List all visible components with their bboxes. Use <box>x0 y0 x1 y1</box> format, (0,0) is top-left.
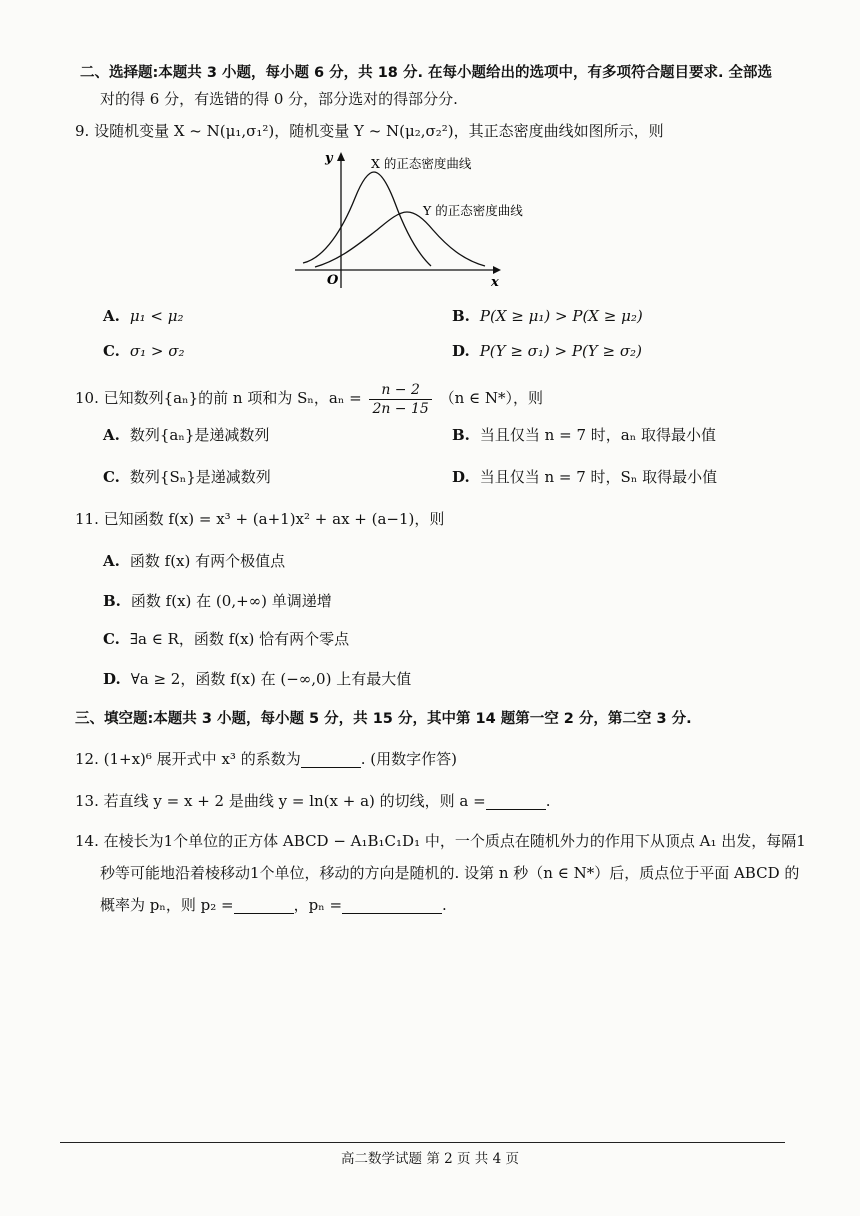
q10-option-b: B. 当且仅当 n = 7 时，aₙ 取得最小值 <box>452 426 716 444</box>
q11-option-a: A. 函数 f(x) 有两个极值点 <box>103 552 286 570</box>
y-axis-arrow <box>337 152 345 161</box>
q13: 13. 若直线 y = x + 2 是曲线 y = ln(x + a) 的切线，则 a = . <box>75 792 551 810</box>
normal-density-figure <box>295 148 523 290</box>
q9-stem: 9. 设随机变量 X ~ N(μ₁,σ₁²)，随机变量 Y ~ N(μ₂,σ₂²)，其正态密度曲线如图所示，则 <box>75 122 664 140</box>
x-curve-label: X 的正态密度曲线 <box>371 156 472 171</box>
q10-fraction: $\frac{n - 2}{2n - 15}$ <box>369 381 431 418</box>
origin-label: O <box>327 273 339 288</box>
q13-answer-blank[interactable] <box>486 793 546 810</box>
q11-option-c: C. ∃a ∈ R，函数 f(x) 恰有两个零点 <box>103 630 350 648</box>
q12: 12. (1+x)⁶ 展开式中 x³ 的系数为 . (用数字作答) <box>75 750 457 768</box>
q14-line2: 秒等可能地沿着棱移动1个单位，移动的方向是随机的. 设第 n 秒（n ∈ N*）后，质点位于平面 ABCD 的 <box>100 864 800 882</box>
q10-option-c: C. 数列{Sₙ}是递减数列 <box>103 468 271 486</box>
x-density-curve <box>303 172 431 266</box>
x-axis-arrow <box>493 266 501 274</box>
q11-option-d: D. ∀a ≥ 2，函数 f(x) 在 (−∞,0) 上有最大值 <box>103 670 412 688</box>
q14-line1: 14. 在棱长为1个单位的正方体 ABCD − A₁B₁C₁D₁ 中，一个质点在随机外力的作用下从顶点 A₁ 出发，每隔1 <box>75 832 806 850</box>
q14-pn-blank[interactable] <box>342 897 442 914</box>
y-axis-label: y <box>325 151 333 166</box>
q14-line3: 概率为 pₙ，则 p₂ = ，pₙ = . <box>100 896 447 914</box>
q10-option-d: D. 当且仅当 n = 7 时，Sₙ 取得最小值 <box>452 468 718 486</box>
q10-stem: 10. 已知数列{aₙ}的前 n 项和为 Sₙ，aₙ = $\frac{n - 2}{2n - 15}$ （n ∈ N*），则 <box>75 381 544 417</box>
section3-heading: 三、填空题:本题共 3 小题，每小题 5 分，共 15 分，其中第 14 题第一空 2 分，第二空 3 分. <box>75 711 692 727</box>
page-footer: 高二数学试题 第 2 页 共 4 页 <box>341 1151 519 1167</box>
q11-stem: 11. 已知函数 f(x) = x³ + (a+1)x² + ax + (a−1)，则 <box>75 510 445 528</box>
q14-p2-blank[interactable] <box>234 897 294 914</box>
section2-heading: 二、选择题:本题共 3 小题，每小题 6 分，共 18 分. 在每小题给出的选项中，有多项符合题目要求. 全部选 <box>80 65 773 81</box>
section2-heading-cont: 对的得 6 分，有选错的得 0 分，部分选对的得部分分. <box>100 90 458 108</box>
footer-divider <box>60 1142 785 1143</box>
q11-option-b: B. 函数 f(x) 在 (0,+∞) 单调递增 <box>103 592 332 610</box>
q9-option-a: A. μ₁ < μ₂ <box>103 307 184 325</box>
q9-option-d: D. P(Y ≥ σ₁) > P(Y ≥ σ₂) <box>452 342 642 360</box>
q9-option-b: B. P(X ≥ μ₁) > P(X ≥ μ₂) <box>452 307 643 325</box>
x-axis-label: x <box>491 275 499 290</box>
q10-option-a: A. 数列{aₙ}是递减数列 <box>103 426 270 444</box>
q9-option-c: C. σ₁ > σ₂ <box>103 342 185 360</box>
q12-answer-blank[interactable] <box>301 751 361 768</box>
y-curve-label: Y 的正态密度曲线 <box>423 203 523 218</box>
